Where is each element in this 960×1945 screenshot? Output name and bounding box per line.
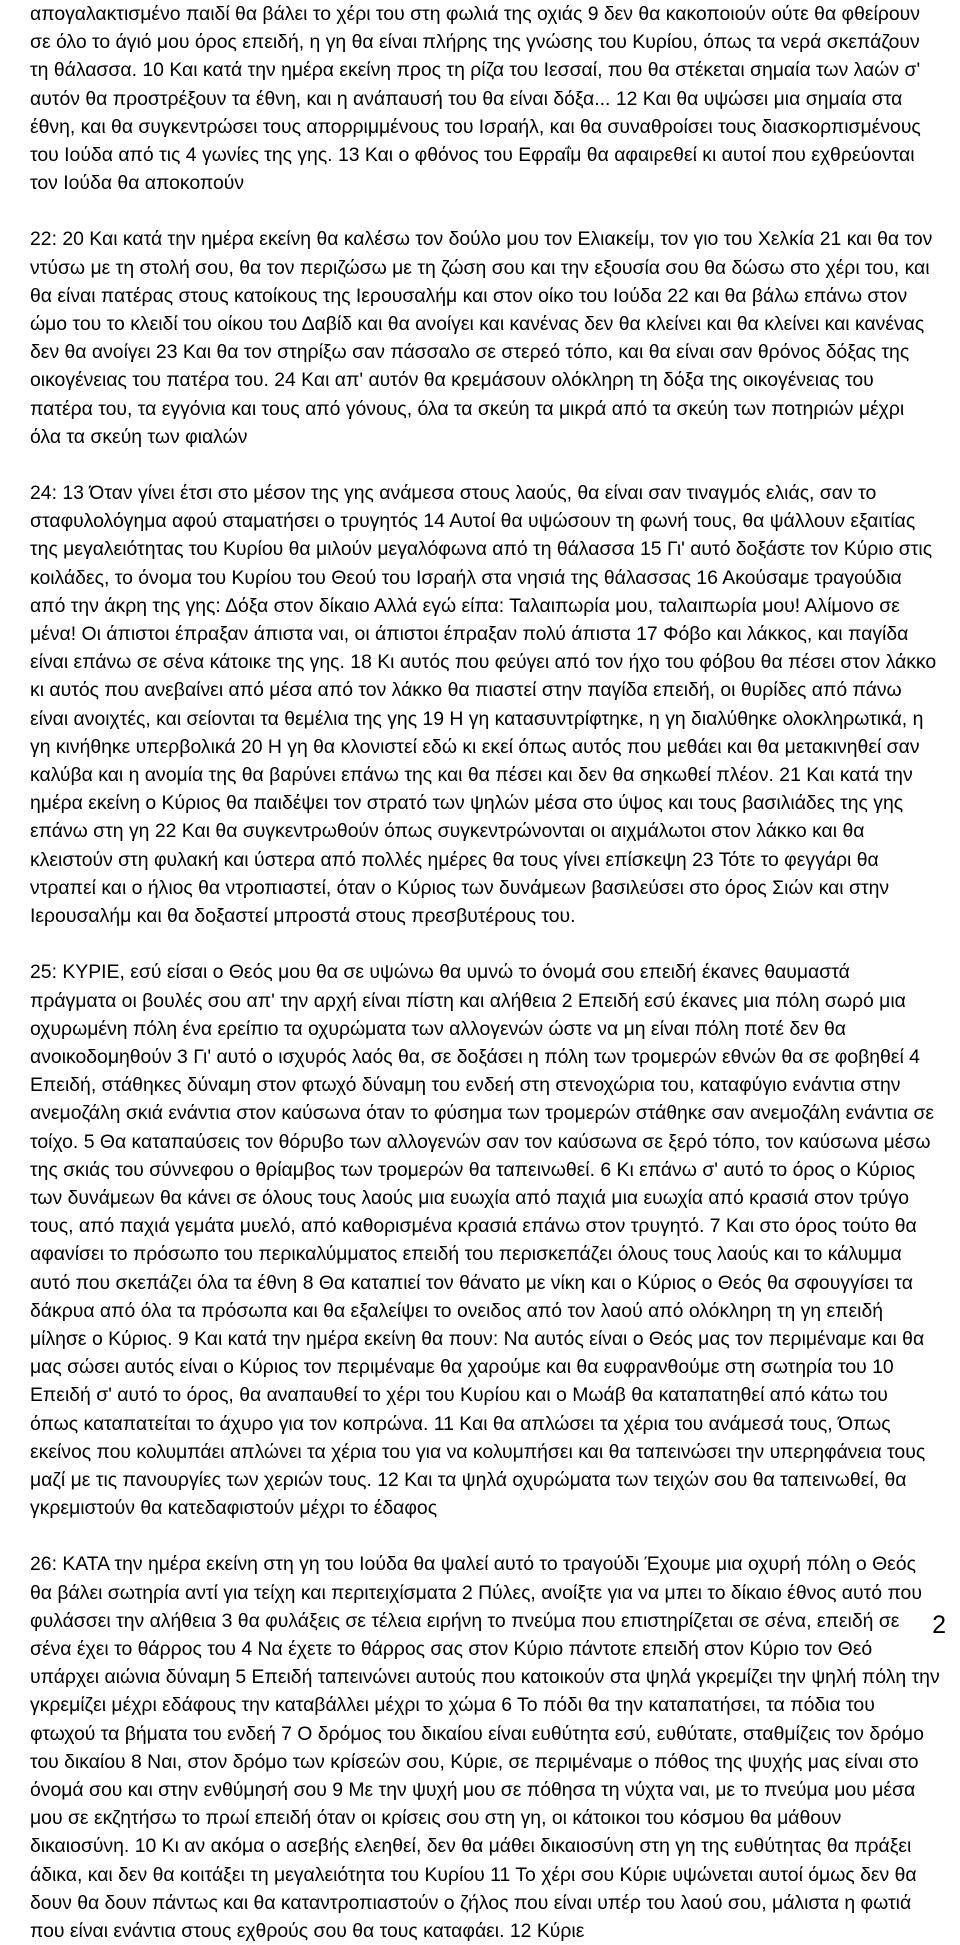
- paragraph-isaiah-24: 24: 13 Όταν γίνει έτσι στο μέσον της γης ανάμεσα στους λαούς, θα είναι σαν τιναγμός ελιάς, σαν το σταφυλολόγημα αφού σταματήσει ο τρυγητός 14 Αυτοί θα υψώσουν τη φωνή τους, θα ψάλλουν εξαιτίας της μεγαλειότητας του Κυρίου θα μιλούν μεγαλόφωνα από τη θάλασσα 15 Γι' αυτό δοξάστε τον Κύριο στις κοιλάδες, το όνομα του Κυρίου του Θεού του Ισραήλ στα νησιά της θάλασσας 16 Ακούσαμε τραγούδια από την άκρη της γης: Δόξα στον δίκαιο Αλλά εγώ είπα: Ταλαιπωρία μου, ταλαιπωρία μου! Αλίμονο σε μένα! Οι άπιστοι έπραξαν άπιστα ναι, οι άπιστοι έπραξαν πολύ άπιστα 17 Φόβο και λάκκος, και παγίδα είναι επάνω σε σένα κάτοικε της γης. 18 Κι αυτός που φεύγει από τον ήχο του φόβου θα πέσει στον λάκκο κι αυτός που ανεβαίνει από μέσα από τον λάκκο θα πιαστεί στην παγίδα επειδή, οι θυρίδες από πάνω είναι ανοιχτές, και σείονται τα θεμέλια της γης 19 Η γη κατασυντρίφτηκε, η γη διαλύθηκε ολοκληρωτικά, η γη κινήθηκε υπερβολικά 20 Η γη θα κλονιστεί εδώ κι εκεί όπως αυτός που μεθάει και θα μετακινηθεί σαν καλύβα και η ανομία της θα βαρύνει επάνω της και θα πέσει και δεν θα σηκωθεί πλέον. 21 Και κατά την ημέρα εκείνη ο Κύριος θα παιδέψει τον στρατό των ψηλών μέσα στο ύψος και τους βασιλιάδες της γης επάνω στη γη 22 Και θα συγκεντρωθούν όπως συγκεντρώνονται οι αιχμάλωτοι στον λάκκο και θα κλειστούν στη φυλακή και ύστερα από πολλές ημέρες θα τους γίνει επίσκεψη 23 Τότε το φεγγάρι θα ντραπεί και ο ήλιος θα ντροπιαστεί, όταν ο Κύριος των δυνάμεων βασιλεύσει στο όρος Σιών και στην Ιερουσαλήμ και θα δοξαστεί μπροστά στους πρεσβυτέρους του.: [30, 482, 937, 928]
- page-number: 2: [932, 1611, 946, 1639]
- paragraph-isaiah-11: απογαλακτισμένο παιδί θα βάλει το χέρι του στη φωλιά της οχιάς 9 δεν θα κακοποιούν ούτε θα φθείρουν σε όλο το άγιό μου όρος επειδή, η γη θα είναι πλήρης της γνώσης του Κυρίου, όπως τα νερά σκεπάζουν τη θάλασσα. 10 Και κατά την ημέρα εκείνη προς τη ρίζα του Ιεσσαί, που θα στέκεται σημαία των λαών σ' αυτόν θα προστρέξουν τα έθνη, και η ανάπαυσή του θα είναι δόξα... 12 Και θα υψώσει μια σημαία στα έθνη, και θα συγκεντρώσει τους απορριμμένους του Ισραήλ, και θα συναθροίσει τους διασκορπισμένους του Ιούδα από τις 4 γωνίες της γης. 13 Και ο φθόνος του Εφραΐμ θα αφαιρεθεί κι αυτοί που εχθρεύονται τον Ιούδα θα αποκοπούν: [30, 3, 921, 195]
- document-page: [30, 0, 940, 1945]
- paragraph-isaiah-22: 22: 20 Και κατά την ημέρα εκείνη θα καλέσω τον δούλο μου τον Ελιακείμ, τον γιο του Χελκία 21 και θα τον ντύσω με τη στολή σου, θα τον περιζώσω με τη ζώση σου και την εξουσία σου θα δώσω στο χέρι του, και θα είναι πατέρας στους κατοίκους της Ιερουσαλήμ και στον οίκο του Ιούδα 22 και θα βάλω επάνω στον ώμο του το κλειδί του οίκου του Δαβίδ και θα ανοίγει και κανένας δεν θα κλείνει και θα κλείνει και κανένας δεν θα ανοίγει 23 Και θα τον στηρίξω σαν πάσσαλο σε στερεό τόπο, και θα είναι σαν θρόνος δόξας της οικογένειας του πατέρα του. 24 Και απ' αυτόν θα κρεμάσουν ολόκληρη τη δόξα της οικογένειας του πατέρα του, τα εγγόνια και τους από γόνους, όλα τα σκεύη τα μικρά από τα σκεύη των ποτηριών μέχρι όλα τα σκεύη των φιαλών: [30, 228, 933, 448]
- paragraph-isaiah-26: 26: ΚΑΤΑ την ημέρα εκείνη στη γη του Ιούδα θα ψαλεί αυτό το τραγούδι Έχουμε μια οχυρή πόλη ο Θεός θα βάλει σωτηρία αντί για τείχη και περιτειχίσματα 2 Πύλες, ανοίξτε για να μπει το δίκαιο έθνος αυτό που φυλάσσει την αλήθεια 3 θα φυλάξεις σε τέλεια ειρήνη το πνεύμα που επιστηρίζεται σε σένα, επειδή σε σένα έχει το θάρρος του 4 Να έχετε το θάρρος σας στον Κύριο πάντοτε επειδή στον Κύριο τον Θεό υπάρχει αιώνια δύναμη 5 Επειδή ταπεινώνει αυτούς που κατοικούν στα ψηλά γκρεμίζει την ψηλή πόλη την γκρεμίζει μέχρι εδάφους την καταβάλλει μέχρι το χώμα 6 Το πόδι θα την καταπατήσει, τα πόδια του φτωχού τα βήματα του ενδεή 7 Ο δρόμος του δικαίου είναι ευθύτητα εσύ, ευθύτατε, σταθμίζεις τον δρόμο του δικαίου 8 Ναι, στον δρόμο των κρίσεών σου, Κύριε, σε περιμέναμε ο πόθος της ψυχής μας είναι στο όνομά σου και στην ενθύμησή σου 9 Με την ψυχή μου σε πόθησα τη νύχτα ναι, με το πνεύμα μου μέσα μου σε εκζητήσω το πρωί επειδή όταν οι κρίσεις σου στη γη, οι κάτοικοι του κόσμου θα μάθουν δικαιοσύνη. 10 Κι αν ακόμα ο ασεβής ελεηθεί, δεν θα μάθει δικαιοσύνη στη γη της ευθύτητας θα πράξει άδικα, και δεν θα κοιτάξει τη μεγαλειότητα του Κυρίου 11 Το χέρι σου Κύριε υψώνεται αυτοί όμως δεν θα δουν θα δουν πάντως και θα καταντροπιαστούν ο ζήλος που είναι υπέρ του λαού σου, μάλιστα η φωτιά που είναι ενάντια στους εχθρούς σου θα τους καταφάει. 12 Κύριε: [30, 1553, 940, 1942]
- paragraph-isaiah-25: 25: ΚΥΡΙΕ, εσύ είσαι ο Θεός μου θα σε υψώνω θα υμνώ το όνομά σου επειδή έκανες θαυμαστά πράγματα οι βουλές σου απ' την αρχή είναι πίστη και αλήθεια 2 Επειδή εσύ έκανες μια πόλη σωρό μια οχυρωμένη πόλη ένα ερείπιο τα οχυρώματα των αλλογενών ώστε να μη είναι πόλη ποτέ δεν θα ανοικοδομηθούν 3 Γι' αυτό ο ισχυρός λαός θα, σε δοξάσει η πόλη των τρομερών εθνών θα σε φοβηθεί 4 Επειδή, στάθηκες δύναμη στον φτωχό δύναμη του ενδεή στη στενοχώρια του, καταφύγιο ενάντια στην ανεμοζάλη σκιά ενάντια στον καύσωνα όταν το φύσημα των τρομερών στάθηκε σαν ανεμοζάλη ενάντια σε τοίχο. 5 Θα καταπαύσεις τον θόρυβο των αλλογενών σαν τον καύσωνα σε ξερό τόπο, τον καύσωνα μέσω της σκιάς του σύννεφου ο θρίαμβος των τρομερών θα ταπεινωθεί. 6 Κι επάνω σ' αυτό το όρος ο Κύριος των δυνάμεων θα κάνει σε όλους τους λαούς μια ευωχία από παχιά μια ευωχία από κρασιά στον τρύγο τους, από παχιά γεμάτα μυελό, από καθορισμένα κρασιά επάνω στον τρυγητό. 7 Και στο όρος τούτο θα αφανίσει το πρόσωπο του περικαλύμματος επειδή του περισκεπάζει όλους τους λαούς και το κάλυμμα αυτό που σκεπάζει όλα τα έθνη 8 Θα καταπιεί τον θάνατο με νίκη και ο Κύριος ο Θεός θα σφουγγίσει τα δάκρυα από όλα τα πρόσωπα και θα εξαλείψει το ονειδος από τον λαού από ολόκληρη τη γη επειδή μίλησε ο Κύριος. 9 Και κατά την ημέρα εκείνη θα πουν: Να αυτός είναι ο Θεός μας τον περιμέναμε και θα μας σώσει αυτός είναι ο Κύριος τον περιμέναμε θα χαρούμε και θα ευφρανθούμε στη σωτηρία του 10 Επειδή σ' αυτό το όρος, θα αναπαυθεί το χέρι του Κυρίου και ο Μωάβ θα καταπατηθεί από κάτω του όπως καταπατείται το άχυρο για τον κοπρώνα. 11 Και θα απλώσει τα χέρια του ανάμεσά τους, Όπως εκείνος που κολυμπάει απλώνει τα χέρια του για να κολυμπήσει και θα ταπεινώσει την υπερηφάνεια τους μαζί με τις πανουργίες των χεριών τους. 12 Και τα ψηλά οχυρώματα των τειχών σου θα ταπεινωθεί, θα γκρεμιστούν θα κατεδαφιστούν μέχρι το έδαφος: [30, 961, 935, 1520]
